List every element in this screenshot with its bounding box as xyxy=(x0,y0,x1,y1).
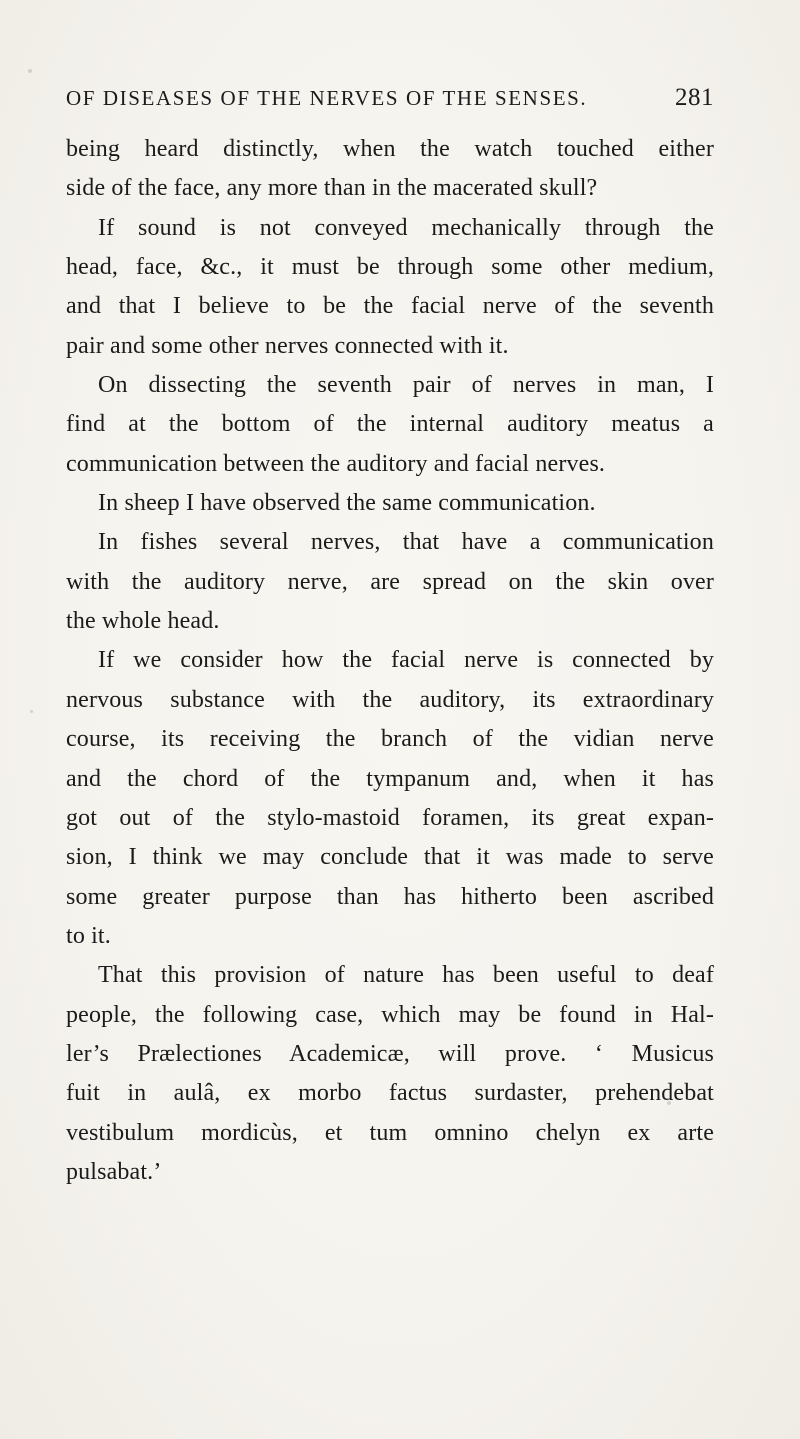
text-line: nervous substance with the auditory, its extraordinary xyxy=(66,686,714,713)
running-head: OF DISEASES OF THE NERVES OF THE SENSES. xyxy=(66,86,588,110)
text-line: and the chord of the tympanum and, when it has xyxy=(66,765,714,792)
text-line: head, face, &c., it must be through some other medium, xyxy=(66,254,714,281)
text-line: If we consider how the facial nerve is connected by xyxy=(98,647,714,674)
page-header xyxy=(66,84,714,114)
text-line: sion, I think we may conclude that it was made to serve xyxy=(66,844,714,871)
text-line: If sound is not conveyed mechanically through the xyxy=(98,214,714,241)
text-line: find at the bottom of the internal auditory meatus a xyxy=(66,411,714,438)
body-text xyxy=(66,130,714,1192)
text-line: got out of the stylo-mastoid foramen, its great expan- xyxy=(66,804,714,831)
text-line: side of the face, any more than in the macerated skull? xyxy=(66,175,598,202)
page-number: 281 xyxy=(675,84,714,111)
text-line: pulsabat.’ xyxy=(66,1158,162,1185)
text-line: to it. xyxy=(66,922,111,949)
paper-speck xyxy=(28,69,32,73)
text-line: being heard distinctly, when the watch touched either xyxy=(66,136,714,162)
text-line: people, the following case, which may be found in Hal- xyxy=(66,1001,714,1028)
text-line: course, its receiving the branch of the vidian nerve xyxy=(66,726,714,753)
text-line: ler’s Prælectiones Academicæ, will prove. ‘ Musicus xyxy=(66,1040,714,1067)
text-line: In fishes several nerves, that have a communication xyxy=(98,529,714,556)
text-line: fuit in aulâ, ex morbo factus surdaster, prehendebat xyxy=(66,1080,714,1107)
text-line: and that I believe to be the facial nerve of the seventh xyxy=(66,293,714,320)
text-line: In sheep I have observed the same communication. xyxy=(98,490,596,517)
text-line: That this provision of nature has been useful to deaf xyxy=(98,962,714,989)
text-line: vestibulum mordicùs, et tum omnino chelyn ex arte xyxy=(66,1119,714,1146)
text-line: On dissecting the seventh pair of nerves in man, I xyxy=(98,372,714,399)
paper-speck xyxy=(30,710,33,713)
text-line: the whole head. xyxy=(66,608,220,635)
text-line: some greater purpose than has hitherto been ascribed xyxy=(66,883,714,910)
text-line: with the auditory nerve, are spread on the skin over xyxy=(66,568,714,595)
text-line: pair and some other nerves connected with it. xyxy=(66,332,509,359)
paper-speck xyxy=(667,1101,671,1105)
text-line: communication between the auditory and facial nerves. xyxy=(66,450,606,477)
